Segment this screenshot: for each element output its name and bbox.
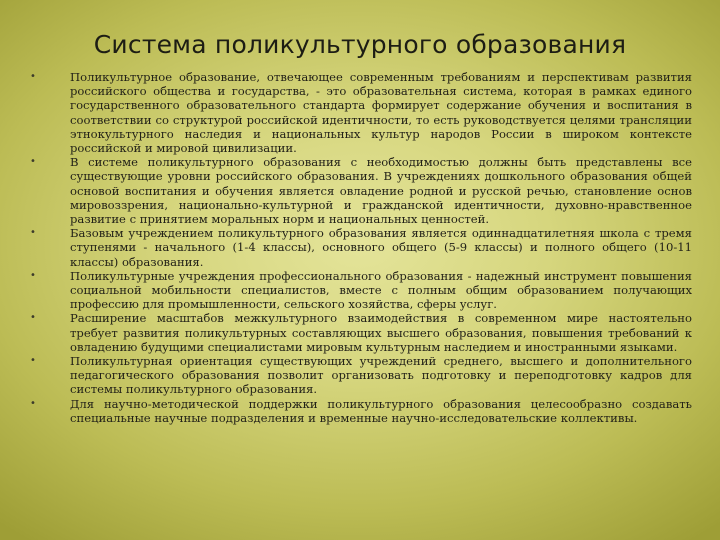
list-item [28,354,692,397]
bullet-list [28,70,692,425]
list-item-text: Для научно-методической поддержки поликультурного образования целесообразно создавать специальные научные подразделения и временные научно-исследовательские коллективы. [70,396,692,425]
list-item-text: Поликультурные учреждения профессионального образования - надежный инструмент повышения социальной мобильности специалистов, вместе с полным общим образованием получающих профессию для промышленности, сельского хозяйства, сферы услуг. [70,268,692,312]
bullet-icon: • [30,397,36,409]
list-item-text: В системе поликультурного образования с необходимостью должны быть представлены все существующие уровни российского образования. В учреждениях дошкольного образования общей основой воспитания и обучения является овладение родной и русской речью, становление основ мировоззрения, национально-культурной и гражданской идентичности, духовно-нравственное развитие с принятием моральных норм и национальных ценностей. [70,155,692,227]
list-item [28,155,692,226]
list-item [28,269,692,312]
list-item [28,397,692,425]
bullet-icon: • [30,71,36,82]
bullet-icon: • [30,312,36,324]
bullet-icon: • [30,156,36,168]
list-item [28,226,692,269]
list-item [28,311,692,354]
list-item-text: Поликультурное образование, отвечающее современным требованиям и перспективам развития российского общества и государства, - это образовательная система, которая в рамках единого государственного образовательного стандарта формирует содержание обучения и воспитания в соответствии со структурой российской идентичности, то есть руководствуется целями трансляции этнокультурного наследия и национальных культур народов России в широком контексте российской и мировой цивилизации. [70,70,692,156]
list-item-text: Поликультурная ориентация существующих учреждений среднего, высшего и дополнительного педагогического образования позволит организовать подготовку и переподготовку кадров для системы поликультурного образования. [70,354,692,397]
list-item [28,70,692,155]
list-item-text: Расширение масштабов межкультурного взаимодействия в современном мире настоятельно требует развития поликультурных составляющих высшего образования, повышения требований к овладению будущими специалистами мировым культурным наследием и иностранными языками. [70,311,692,354]
bullet-icon: • [30,355,36,367]
bullet-icon: • [30,269,36,281]
slide-title: Система поликультурного образования [93,30,627,59]
list-item-text: Базовым учреждением поликультурного образования является одиннадцатилетняя школа с тремя ступенями - начального (1-4 классы), основного общего (5-9 классы) и полного общего (10-11 классы) образования. [70,226,692,269]
bullet-icon: • [30,227,36,239]
